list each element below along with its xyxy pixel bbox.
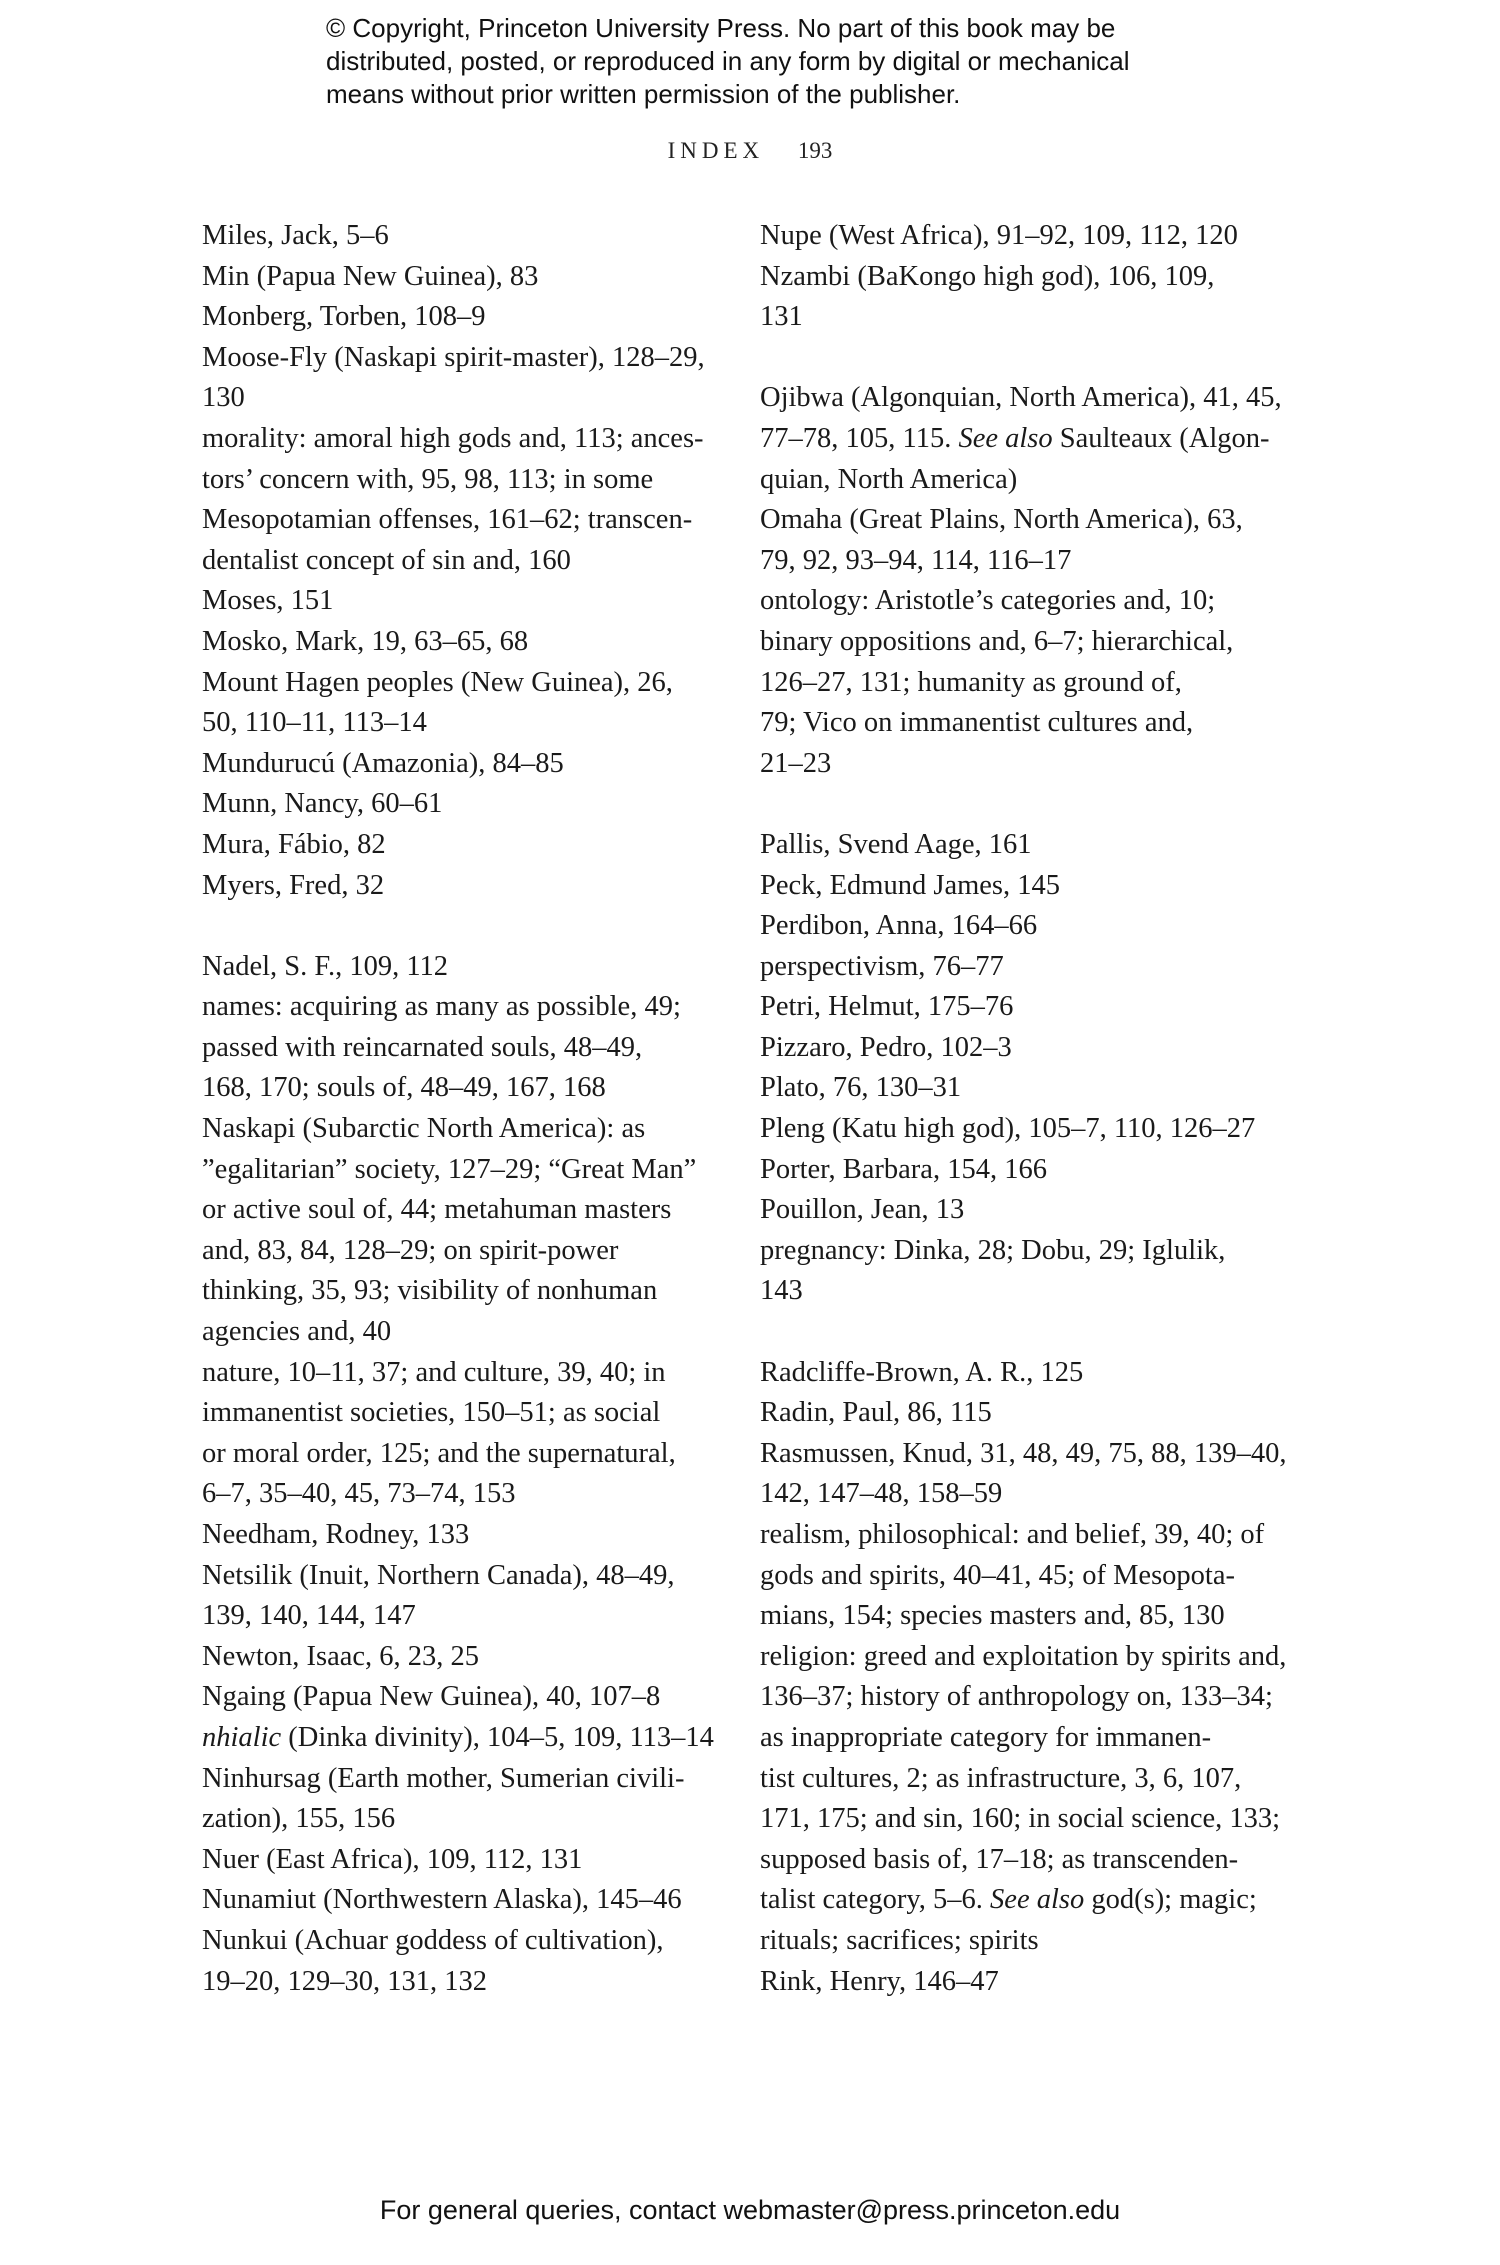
letter-group-gap	[760, 1312, 1280, 1353]
index-entry: Pallis, Svend Aage, 161	[760, 828, 1032, 860]
index-entry: Ojibwa (Algonquian, North America), 41, 45, 77–78, 105, 115. See also Saulteaux (Algon- quian, North America)	[760, 382, 1282, 495]
index-entry: Omaha (Great Plains, North America), 63, 79, 92, 93–94, 114, 116–17	[760, 504, 1243, 576]
index-entry: Naskapi (Subarctic North America): as ”egalitarian” society, 127–29; “Great Man” or active soul of, 44; metahuman masters and, 83, 84, 128–29; on spirit-power thinking, 35, 93; visibility of nonhuman agencies and, 40	[202, 1113, 697, 1348]
index-entry: Ngaing (Papua New Guinea), 40, 107–8	[202, 1681, 661, 1713]
index-entry: Mundurucú (Amazonia), 84–85	[202, 747, 564, 779]
index-entry: Munn, Nancy, 60–61	[202, 788, 443, 820]
index-entry: nature, 10–11, 37; and culture, 39, 40; in immanentist societies, 150–51; as social or moral order, 125; and the supernatural, 6–7, 35–40, 45, 73–74, 153	[202, 1356, 676, 1510]
copyright-line: distributed, posted, or reproduced in any form by digital or mechanical	[326, 46, 1130, 76]
index-entry: Ninhursag (Earth mother, Sumerian civili- zation), 155, 156	[202, 1762, 685, 1835]
running-head	[0, 138, 1500, 164]
copyright-line: means without prior written permission of the publisher.	[326, 79, 961, 109]
index-entry: Moose-Fly (Naskapi spirit-master), 128–29, 130	[202, 341, 705, 414]
page-number: 193	[797, 138, 833, 163]
index-entry: Newton, Isaac, 6, 23, 25	[202, 1640, 480, 1672]
index-entry: names: acquiring as many as possible, 49; passed with reincarnated souls, 48–49, 168, 170; souls of, 48–49, 167, 168	[202, 991, 681, 1104]
index-entry: Pleng (Katu high god), 105–7, 110, 126–27	[760, 1113, 1256, 1145]
index-entry: Nunamiut (Northwestern Alaska), 145–46	[202, 1884, 682, 1916]
letter-group-gap	[760, 338, 1280, 379]
index-entry: Moses, 151	[202, 585, 334, 617]
index-entry: Porter, Barbara, 154, 166	[760, 1153, 1047, 1185]
running-head-label: INDEX	[667, 138, 765, 163]
index-entry: Miles, Jack, 5–6	[202, 220, 389, 251]
index-column-left	[202, 216, 722, 2002]
index-entry: Myers, Fred, 32	[202, 869, 385, 901]
index-entry: Pizzaro, Pedro, 102–3	[760, 1031, 1012, 1063]
index-entry: Pouillon, Jean, 13	[760, 1194, 965, 1226]
index-entry: Min (Papua New Guinea), 83	[202, 260, 539, 292]
index-entry: Needham, Rodney, 133	[202, 1519, 470, 1550]
index-entry: Nuer (East Africa), 109, 112, 131	[202, 1843, 583, 1875]
copyright-line: © Copyright, Princeton University Press. No part of this book may be	[326, 13, 1116, 43]
index-entry: Mount Hagen peoples (New Guinea), 26, 50, 110–11, 113–14	[202, 666, 673, 739]
index-entry: Rink, Henry, 146–47	[760, 1965, 999, 1997]
index-entry: Mura, Fábio, 82	[202, 828, 386, 860]
copyright-notice	[326, 12, 1226, 111]
index-entry: Plato, 76, 130–31	[760, 1072, 962, 1104]
index-entry: Radcliffe-Brown, A. R., 125	[760, 1356, 1084, 1388]
index-entry: Petri, Helmut, 175–76	[760, 991, 1014, 1023]
index-entry: Monberg, Torben, 108–9	[202, 301, 486, 333]
index-entry: Perdibon, Anna, 164–66	[760, 910, 1038, 942]
index-entry: Netsilik (Inuit, Northern Canada), 48–49, 139, 140, 144, 147	[202, 1559, 675, 1632]
letter-group-gap	[760, 784, 1280, 825]
index-entry: Nunkui (Achuar goddess of cultivation), 19–20, 129–30, 131, 132	[202, 1924, 664, 1997]
index-entry: perspectivism, 76–77	[760, 950, 1004, 982]
letter-group-gap	[202, 906, 722, 947]
index-entry: Nadel, S. F., 109, 112	[202, 950, 449, 982]
index-entry: Radin, Paul, 86, 115	[760, 1397, 992, 1429]
index-entry: Rasmussen, Knud, 31, 48, 49, 75, 88, 139–40, 142, 147–48, 158–59	[760, 1437, 1287, 1510]
index-entry: Nzambi (BaKongo high god), 106, 109, 131	[760, 260, 1215, 333]
index-entry: pregnancy: Dinka, 28; Dobu, 29; Iglulik, 143	[760, 1234, 1226, 1307]
index-entry: ontology: Aristotle’s categories and, 10; binary oppositions and, 6–7; hierarchical, 126–27, 131; humanity as ground of, 79; Vico on immanentist cultures and, 21–23	[760, 585, 1234, 779]
footer-contact: For general queries, contact webmaster@press.princeton.edu	[379, 2195, 1121, 2225]
index-entry: realism, philosophical: and belief, 39, 40; of gods and spirits, 40–41, 45; of Mesopota- mians, 154; species masters and, 85, 130	[760, 1519, 1265, 1632]
index-entry: morality: amoral high gods and, 113; ances- tors’ concern with, 95, 98, 113; in some Mesopotamian offenses, 161–62; transcen- dentalist concept of sin and, 160	[202, 422, 704, 576]
index-entry: Mosko, Mark, 19, 63–65, 68	[202, 625, 529, 657]
index-entry: Nupe (West Africa), 91–92, 109, 112, 120	[760, 220, 1238, 251]
index-entry: nhialic (Dinka divinity), 104–5, 109, 113–14	[202, 1721, 714, 1753]
index-column-right	[760, 216, 1287, 2002]
index-entry: Peck, Edmund James, 145	[760, 869, 1061, 901]
index-entry: religion: greed and exploitation by spirits and, 136–37; history of anthropology on, 133–34; as inappropriate category for immanen- tist cultures, 2; as infrastructure, 3, 6, 107, 171, 175; and sin, 160; in social science, 133; supposed basis of, 17–18; as transcenden- talist category, 5–6. See also god(s); magic; rituals; sacrifices; spirits	[760, 1640, 1287, 1956]
